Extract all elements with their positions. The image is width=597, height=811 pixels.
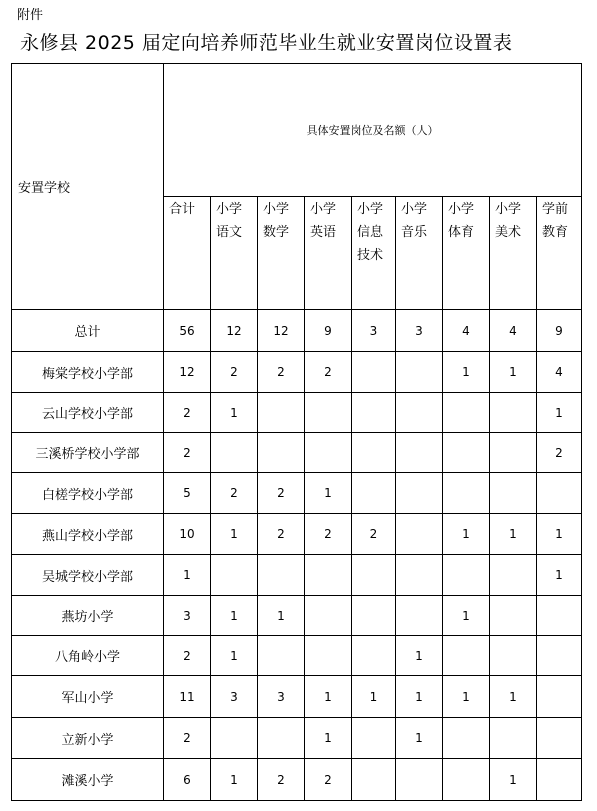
quota-cell xyxy=(258,433,305,473)
column-header-line: 语文 xyxy=(216,225,243,240)
column-header-line: 美术 xyxy=(495,225,522,240)
column-header-line: 英语 xyxy=(310,225,337,240)
quota-cell xyxy=(352,433,396,473)
quota-cell xyxy=(443,555,490,596)
school-name-cell: 立新小学 xyxy=(12,718,164,759)
header-row-1 xyxy=(12,64,582,197)
quota-cell: 2 xyxy=(164,636,211,676)
quota-cell xyxy=(537,473,582,514)
quota-cell: 10 xyxy=(164,514,211,555)
column-header xyxy=(164,197,211,310)
quota-cell: 9 xyxy=(537,310,582,352)
quota-cell xyxy=(258,393,305,433)
quota-cell xyxy=(396,759,443,801)
quota-cell: 3 xyxy=(211,676,258,718)
quota-cell: 2 xyxy=(164,718,211,759)
school-name-cell: 八角岭小学 xyxy=(12,636,164,676)
quota-cell: 1 xyxy=(443,596,490,636)
quota-cell: 2 xyxy=(537,433,582,473)
table-row xyxy=(12,352,582,393)
quota-cell xyxy=(352,393,396,433)
quota-cell: 1 xyxy=(490,352,537,393)
quota-cell xyxy=(396,473,443,514)
table-row xyxy=(12,676,582,718)
table-row xyxy=(12,596,582,636)
quota-cell xyxy=(352,718,396,759)
quota-cell xyxy=(443,636,490,676)
quota-cell xyxy=(490,433,537,473)
quota-cell xyxy=(305,393,352,433)
quota-cell: 2 xyxy=(258,352,305,393)
table-row xyxy=(12,555,582,596)
quota-cell xyxy=(443,393,490,433)
quota-cell: 1 xyxy=(305,718,352,759)
column-header xyxy=(352,197,396,310)
column-header-line: 小学 xyxy=(448,202,475,217)
column-header-line: 小学 xyxy=(310,202,337,217)
quota-cell xyxy=(211,718,258,759)
column-header-line: 合计 xyxy=(169,202,196,217)
quota-cell: 1 xyxy=(258,596,305,636)
quota-cell xyxy=(211,555,258,596)
column-header-line: 教育 xyxy=(542,225,569,240)
quota-cell xyxy=(258,718,305,759)
quota-cell: 2 xyxy=(211,352,258,393)
quota-cell: 1 xyxy=(396,718,443,759)
quota-cell: 6 xyxy=(164,759,211,801)
column-header xyxy=(537,197,582,310)
table-row xyxy=(12,393,582,433)
quota-cell: 1 xyxy=(211,514,258,555)
quota-cell: 2 xyxy=(258,514,305,555)
quota-cell xyxy=(537,759,582,801)
column-header-line: 小学 xyxy=(357,202,384,217)
column-header-line: 小学 xyxy=(401,202,428,217)
quota-cell: 4 xyxy=(443,310,490,352)
quota-cell: 4 xyxy=(490,310,537,352)
quota-cell xyxy=(396,596,443,636)
quota-cell xyxy=(258,555,305,596)
school-name-cell: 总计 xyxy=(12,310,164,352)
quota-cell: 12 xyxy=(164,352,211,393)
quota-cell xyxy=(396,555,443,596)
quota-cell xyxy=(396,433,443,473)
quota-cell: 1 xyxy=(211,393,258,433)
quota-cell: 2 xyxy=(164,393,211,433)
quota-cell: 2 xyxy=(305,352,352,393)
quota-cell: 1 xyxy=(443,676,490,718)
column-header xyxy=(211,197,258,310)
quota-cell xyxy=(258,636,305,676)
quota-cell xyxy=(396,352,443,393)
quota-cell: 3 xyxy=(258,676,305,718)
school-name-cell: 燕山学校小学部 xyxy=(12,514,164,555)
quota-cell: 1 xyxy=(305,676,352,718)
column-header-line: 小学 xyxy=(216,202,243,217)
table-row xyxy=(12,636,582,676)
quota-cell: 1 xyxy=(211,636,258,676)
school-name-cell: 云山学校小学部 xyxy=(12,393,164,433)
school-name-cell: 白槎学校小学部 xyxy=(12,473,164,514)
quota-cell: 2 xyxy=(258,473,305,514)
attachment-label: 附件 xyxy=(17,8,44,23)
quota-cell xyxy=(352,759,396,801)
column-header xyxy=(443,197,490,310)
column-header-line: 信息 xyxy=(357,225,384,240)
table-row xyxy=(12,473,582,514)
quota-cell: 2 xyxy=(164,433,211,473)
quota-cell xyxy=(490,393,537,433)
column-header-line: 音乐 xyxy=(401,225,428,240)
column-header xyxy=(396,197,443,310)
column-header-line: 小学 xyxy=(495,202,522,217)
column-header xyxy=(305,197,352,310)
quota-cell xyxy=(352,596,396,636)
quota-cell: 1 xyxy=(443,514,490,555)
quota-cell xyxy=(443,718,490,759)
quota-cell xyxy=(490,718,537,759)
school-header: 安置学校 xyxy=(12,64,164,310)
quota-cell xyxy=(537,596,582,636)
quota-cell xyxy=(352,352,396,393)
quota-cell: 2 xyxy=(211,473,258,514)
table-row xyxy=(12,718,582,759)
quota-cell: 1 xyxy=(537,393,582,433)
quota-cell: 1 xyxy=(537,514,582,555)
column-header-line: 学前 xyxy=(542,202,569,217)
quota-cell: 12 xyxy=(258,310,305,352)
quota-cell: 2 xyxy=(258,759,305,801)
school-name-cell: 三溪桥学校小学部 xyxy=(12,433,164,473)
quota-cell xyxy=(352,555,396,596)
quota-cell xyxy=(305,433,352,473)
total-row xyxy=(12,310,582,352)
quota-cell xyxy=(396,393,443,433)
column-header xyxy=(490,197,537,310)
quota-cell xyxy=(352,473,396,514)
quota-cell xyxy=(305,555,352,596)
quota-cell xyxy=(305,596,352,636)
quota-cell: 5 xyxy=(164,473,211,514)
positions-span-header: 具体安置岗位及名额（人） xyxy=(164,64,582,197)
column-header-line: 体育 xyxy=(448,225,475,240)
quota-cell: 3 xyxy=(164,596,211,636)
quota-cell xyxy=(537,676,582,718)
quota-cell xyxy=(490,636,537,676)
quota-cell xyxy=(537,718,582,759)
quota-cell xyxy=(443,473,490,514)
quota-cell: 56 xyxy=(164,310,211,352)
quota-cell: 9 xyxy=(305,310,352,352)
quota-cell: 1 xyxy=(443,352,490,393)
school-name-cell: 燕坊小学 xyxy=(12,596,164,636)
column-header-line: 技术 xyxy=(357,248,384,263)
school-name-cell: 滩溪小学 xyxy=(12,759,164,801)
quota-cell: 2 xyxy=(352,514,396,555)
quota-cell: 1 xyxy=(352,676,396,718)
column-header xyxy=(258,197,305,310)
quota-cell xyxy=(305,636,352,676)
table-row xyxy=(12,433,582,473)
quota-cell: 1 xyxy=(490,676,537,718)
column-header-line: 数学 xyxy=(263,225,290,240)
quota-cell: 1 xyxy=(396,636,443,676)
quota-cell: 2 xyxy=(305,514,352,555)
quota-cell: 12 xyxy=(211,310,258,352)
document-title: 永修县 2025 届定向培养师范毕业生就业安置岗位设置表 xyxy=(20,32,513,54)
school-name-cell: 梅棠学校小学部 xyxy=(12,352,164,393)
quota-cell xyxy=(211,433,258,473)
quota-cell xyxy=(490,555,537,596)
quota-cell: 1 xyxy=(211,759,258,801)
quota-cell: 1 xyxy=(305,473,352,514)
quota-cell: 1 xyxy=(490,514,537,555)
table-row xyxy=(12,759,582,801)
quota-cell xyxy=(352,636,396,676)
quota-cell xyxy=(490,473,537,514)
quota-cell xyxy=(443,759,490,801)
school-name-cell: 军山小学 xyxy=(12,676,164,718)
quota-cell: 1 xyxy=(490,759,537,801)
quota-cell: 3 xyxy=(396,310,443,352)
quota-cell: 1 xyxy=(396,676,443,718)
quota-cell: 1 xyxy=(211,596,258,636)
quota-cell: 4 xyxy=(537,352,582,393)
quota-cell xyxy=(396,514,443,555)
column-header-line: 小学 xyxy=(263,202,290,217)
quota-cell xyxy=(537,636,582,676)
quota-cell: 3 xyxy=(352,310,396,352)
quota-cell: 1 xyxy=(164,555,211,596)
placement-table xyxy=(11,63,582,801)
quota-cell: 11 xyxy=(164,676,211,718)
school-name-cell: 吴城学校小学部 xyxy=(12,555,164,596)
table-row xyxy=(12,514,582,555)
quota-cell: 1 xyxy=(537,555,582,596)
quota-cell xyxy=(490,596,537,636)
quota-cell xyxy=(443,433,490,473)
quota-cell: 2 xyxy=(305,759,352,801)
